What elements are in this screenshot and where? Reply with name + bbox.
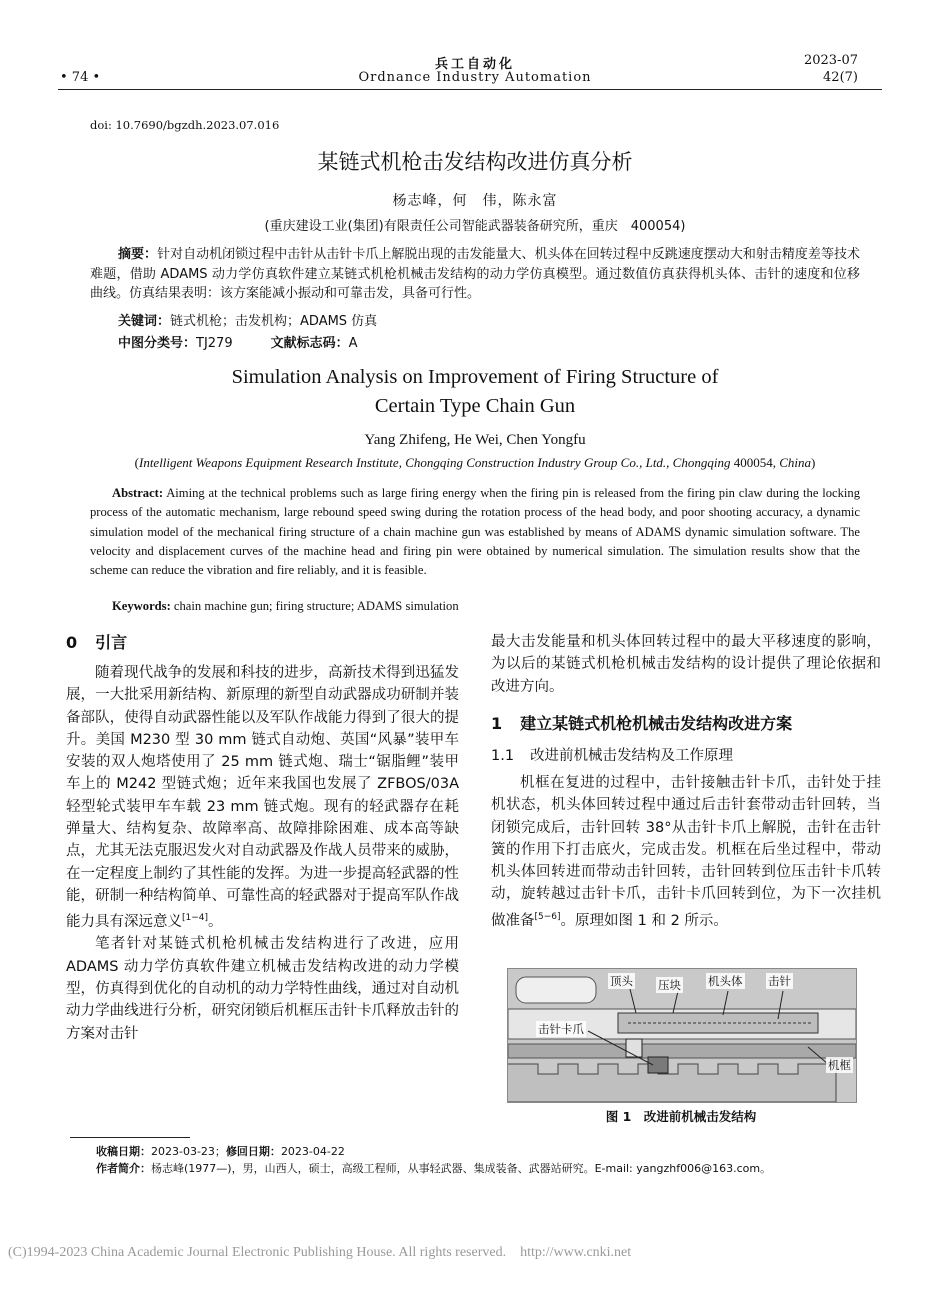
section-1-1-text: 机框在复进的过程中，击针接触击针卡爪，击针处于挂机状态，机头体回转过程中通过后击针套带动击针回转，当闭锁完成后，击针回转 38°从击针卡爪上解脱，击针在击针簧的作用下打击底火，完成击发。机框在后坐过程中，带动机头体回转进而带动击针回转，击针回转到位压击针卡爪转动，旋转越过击针卡爪，击针卡爪回转到位，为下一次挂机做准备	[491, 775, 881, 929]
affiliation-cn: (重庆建设工业(集团)有限责任公司智能武器装备研究所，重庆 400054)	[264, 219, 686, 234]
classification	[118, 334, 358, 354]
label-firing-pin: 击针	[768, 974, 791, 988]
keywords-en	[112, 597, 459, 616]
section-0-title: 引言	[95, 633, 128, 652]
cnki-watermark: (C)1994-2023 China Academic Journal Electronic Publishing House. All rights reserved. http://www.cnki.net	[8, 1245, 632, 1260]
label-press-block: 压块	[658, 978, 681, 992]
footnote-dates	[96, 1143, 345, 1159]
right-column-continuation	[491, 631, 881, 698]
author-bio-label: 作者简介：	[96, 1162, 151, 1175]
revised-label: 修回日期：	[225, 1145, 281, 1158]
revised-date: 2023-04-22	[280, 1145, 345, 1158]
section-1-heading	[491, 711, 792, 734]
keywords-en-label: Keywords:	[112, 599, 171, 613]
keywords-cn	[118, 312, 377, 332]
affiliation-en-open: (	[134, 455, 139, 470]
header-divider	[58, 89, 882, 90]
section-1-1-paragraph	[491, 772, 881, 932]
issue-volume: 42(7)	[823, 70, 858, 85]
intro-p1-end: 。	[208, 914, 223, 931]
section-1-number: 1	[491, 714, 503, 733]
doi: doi: 10.7690/bgzdh.2023.07.016	[90, 118, 280, 132]
section-0-heading	[66, 630, 127, 653]
authors-cn: 杨志峰，何 伟，陈永富	[392, 193, 558, 209]
section-0-number: 0	[66, 633, 78, 652]
doc-code-label: 文献标志码：	[270, 336, 349, 351]
label-frame: 机框	[828, 1058, 851, 1072]
intro-paragraph-1	[66, 662, 459, 933]
figure-1-image	[507, 968, 857, 1103]
paper-title-cn: 某链式机枪击发结构改进仿真分析	[317, 150, 633, 174]
paper-title-en-line1: Simulation Analysis on Improvement of Firing Structure of	[231, 366, 719, 388]
section-1-title: 建立某链式机枪机械击发结构改进方案	[520, 714, 793, 733]
abstract-cn	[90, 245, 860, 304]
page-number: • 74 •	[60, 70, 101, 85]
journal-title-en: Ordnance Industry Automation	[358, 70, 592, 85]
abstract-cn-label: 摘要：	[118, 247, 158, 262]
clc-value: TJ279	[196, 336, 233, 351]
section-1-1-end: 。原理如图 1 和 2 所示。	[560, 912, 728, 929]
intro-paragraph-2: 笔者针对某链式机枪机械击发结构进行了改进，应用 ADAMS 动力学仿真软件建立机械击发结构改进的动力学模型，仿真得到优化的自动机的动力学特性曲线，通过对自动机动力学曲线进行分析，研究闭锁后机框压击针卡爪释放击针的方案对击针	[66, 936, 459, 1042]
label-top-head: 顶头	[610, 974, 633, 988]
label-firing-pin-claw: 击针卡爪	[538, 1022, 584, 1036]
footnote-author	[96, 1160, 771, 1176]
keywords-en-text: chain machine gun; firing structure; ADAMS simulation	[170, 599, 459, 613]
received-date: 2023-03-23；	[151, 1145, 226, 1158]
affiliation-en-country: China	[779, 455, 812, 470]
intro-p1-ref: [1−4]	[182, 913, 209, 924]
affiliation-en-close: )	[811, 455, 816, 470]
section-1-1-heading	[491, 744, 733, 765]
abstract-en-label: Abstract:	[112, 486, 164, 500]
author-bio-text: 杨志峰(1977—)，男，山西人，硕士，高级工程师，从事轻武器、集成装备、武器站研究。E-mail: yangzhf006@163.com。	[151, 1162, 772, 1175]
intro-continuation: 最大击发能量和机头体回转过程中的最大平移速度的影响，为以后的某链式机枪机械击发结构的设计提供了理论依据和改进方向。	[491, 634, 881, 695]
doc-code-value: A	[348, 336, 358, 351]
abstract-en	[90, 484, 860, 580]
figure-1-caption: 图 1 改进前机械击发结构	[605, 1109, 757, 1124]
affiliation-en	[55, 455, 895, 471]
journal-title-cn: 兵工自动化	[434, 57, 515, 72]
section-1-1-body	[491, 772, 881, 932]
issue-date: 2023-07	[803, 53, 858, 68]
keywords-cn-text: 链式机枪；击发机构；ADAMS 仿真	[170, 314, 378, 329]
intro-p1-text: 随着现代战争的发展和科技的进步，高新技术得到迅猛发展，一大批采用新结构、新原理的新型自动武器成功研制并装备部队，使得自动武器性能以及军队作战能力得到了很大的提升。美国 M230 型 30 mm 链式自动炮、英国“风暴”装甲车安装的双人炮塔使用了 25 mm 链式炮、瑞士“锯脂鲤”装甲车上的 M242 型链式炮；近年来我国也发展了 ZFBOS/03A 轻型轮式装甲车车载 23 mm 链式炮。现有的轻武器存在耗弹量大、结构复杂、故障率高、故障排除困难、成本高等缺点，尤其无法克服迟发火对自动武器及作战人员带来的威胁，在一定程度上制约了其性能的发挥。为进一步提高轻武器的性能，研制一种结构简单、可靠性高的轻武器对于提高军队作战能力具有深远意义	[66, 665, 459, 931]
abstract-cn-text: 针对自动机闭锁过程中击针从击针卡爪上解脱出现的击发能量大、机头体在回转过程中反跳速度摆动大和射击精度差等技术难题，借助 ADAMS 动力学仿真软件建立某链式机枪机械击发结构的动力学仿真模型。通过数值仿真获得机头体、击针的速度和位移曲线。仿真结果表明：该方案能减小振动和可靠击发，具备可行性。	[90, 247, 860, 302]
paper-title-en-line2: Certain Type Chain Gun	[374, 395, 576, 417]
keywords-cn-label: 关键词：	[118, 314, 171, 329]
label-head-body: 机头体	[708, 974, 743, 988]
section-1-1-ref: [5−6]	[534, 911, 561, 922]
abstract-en-text: Aiming at the technical problems such as large firing energy when the firing pin is released from the firing pin claw during the locking process of the automatic mechanism, large rebound speed swing during the rotation process of the head body, and poor shooting accuracy, a dynamic simulation model of the mechanical firing structure of a chain machine gun was established by means of ADAMS dynamic simulation software. The velocity and displacement curves of the machine head and firing pin were obtained by numerical simulation. The simulation results show that the scheme can reduce the vibration and fire reliably, and it is feasible.	[90, 486, 860, 578]
received-label: 收稿日期：	[96, 1145, 151, 1158]
section-1-1-title: 改进前机械击发结构及工作原理	[530, 748, 734, 764]
affiliation-en-zip: 400054,	[730, 455, 780, 470]
authors-en: Yang Zhifeng, He Wei, Chen Yongfu	[364, 432, 586, 448]
affiliation-en-institute: Intelligent Weapons Equipment Research Institute, Chongqing Construction Industry Group Co., Ltd., Chongqing	[138, 455, 731, 470]
section-1-1-number: 1.1	[491, 748, 515, 764]
left-column-text	[66, 662, 459, 1045]
clc-label: 中图分类号：	[118, 336, 197, 351]
footnote-divider	[70, 1137, 190, 1138]
